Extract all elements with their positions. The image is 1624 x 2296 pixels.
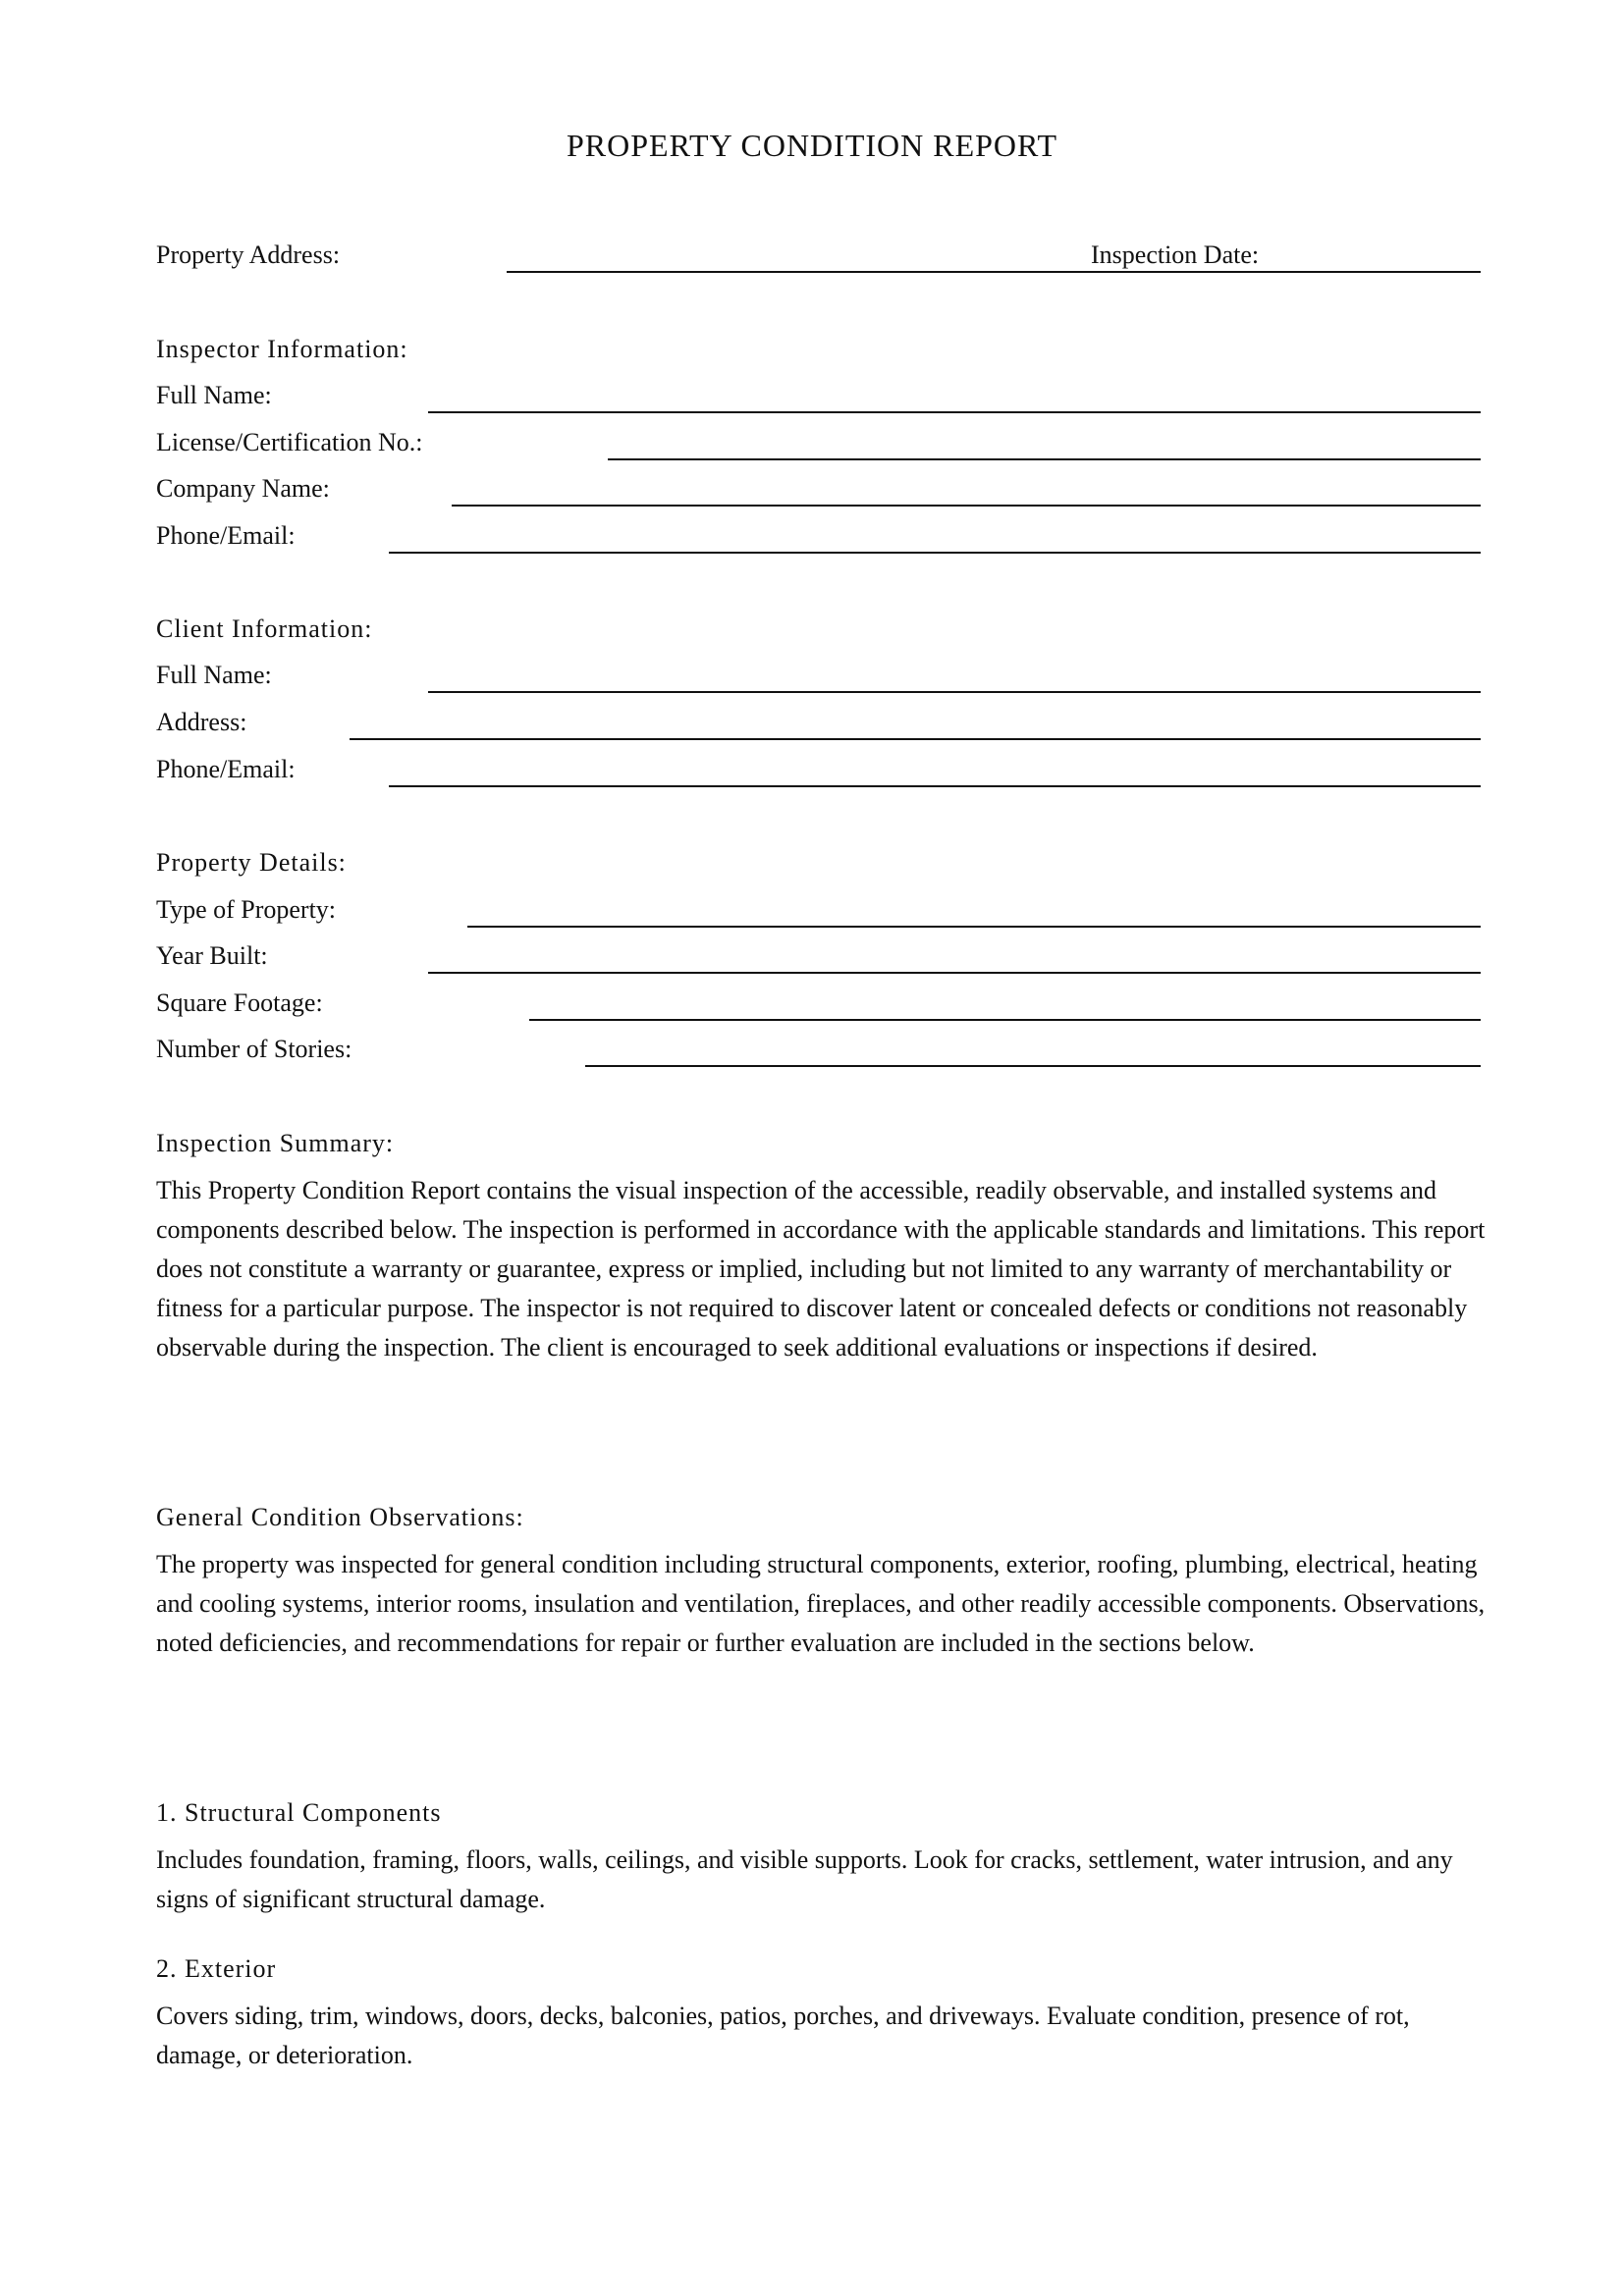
observations-text: The property was inspected for general condition including structural components, exterior, roofing, plumbing, electrical, heating and cooling systems, interior rooms, insulation and ventilation, fireplaces, and other readily accessible components. Observations, noted deficiencies, and recommendations for repair or further evaluation are included in the sections below.: [156, 1550, 1486, 1657]
client-full-name-field[interactable]: [428, 691, 1481, 693]
inspector-license-label: License/Certification No.:: [156, 428, 423, 456]
section-text: Includes foundation, framing, floors, walls, ceilings, and visible supports. Look for cracks, settlement, water intrusion, and any signs of significant structural damage.: [156, 1845, 1453, 1913]
property-details-heading: Property Details:: [156, 848, 347, 877]
inspection-summary-text: This Property Condition Report contains the visual inspection of the accessible, readily observable, and installed systems and components described below. The inspection is performed in accordance with the applicable standards and limitations. This report does not constitute a warranty or guarantee, express or implied, including but not limited to any warranty of merchantability or fitness for a particular purpose. The inspector is not required to discover latent or concealed defects or conditions not reasonably observable during the inspection. The client is encouraged to seek additional evaluations or inspections if desired.: [156, 1176, 1486, 1362]
number-of-stories-field[interactable]: [585, 1065, 1481, 1067]
property-type-field[interactable]: [467, 926, 1481, 928]
client-address-label: Address:: [156, 708, 247, 736]
client-full-name-label: Full Name:: [156, 661, 272, 689]
square-footage-field[interactable]: [529, 1019, 1481, 1021]
inspector-full-name-label: Full Name:: [156, 381, 272, 409]
section-heading: 1. Structural Components: [156, 1798, 442, 1827]
property-type-label: Type of Property:: [156, 895, 337, 924]
inspection-summary-heading: Inspection Summary:: [156, 1129, 395, 1157]
inspector-license-field[interactable]: [608, 458, 1481, 460]
year-built-label: Year Built:: [156, 941, 268, 970]
inspection-date-label: Inspection Date:: [1091, 240, 1260, 269]
client-address-field[interactable]: [350, 738, 1481, 740]
client-phone-email-label: Phone/Email:: [156, 755, 296, 783]
page-title: PROPERTY CONDITION REPORT: [567, 128, 1057, 163]
property-address-field[interactable]: [507, 271, 1096, 273]
year-built-field[interactable]: [428, 972, 1481, 974]
section-text: Covers siding, trim, windows, doors, decks, balconies, patios, porches, and driveways. Evaluate condition, presence of rot, damage, or deterioration.: [156, 2002, 1410, 2069]
inspector-information-heading: Inspector Information:: [156, 335, 408, 363]
client-phone-email-field[interactable]: [389, 785, 1481, 787]
inspector-company-label: Company Name:: [156, 474, 330, 503]
observations-heading: General Condition Observations:: [156, 1503, 524, 1531]
square-footage-label: Square Footage:: [156, 988, 323, 1017]
inspector-phone-email-field[interactable]: [389, 552, 1481, 554]
inspector-full-name-field[interactable]: [428, 411, 1481, 413]
property-address-label: Property Address:: [156, 240, 341, 269]
inspection-date-field[interactable]: [1096, 271, 1481, 273]
number-of-stories-label: Number of Stories:: [156, 1035, 352, 1063]
client-information-heading: Client Information:: [156, 614, 373, 643]
inspector-phone-email-label: Phone/Email:: [156, 521, 296, 550]
inspector-company-field[interactable]: [452, 505, 1481, 507]
section-heading: 2. Exterior: [156, 1954, 277, 1983]
